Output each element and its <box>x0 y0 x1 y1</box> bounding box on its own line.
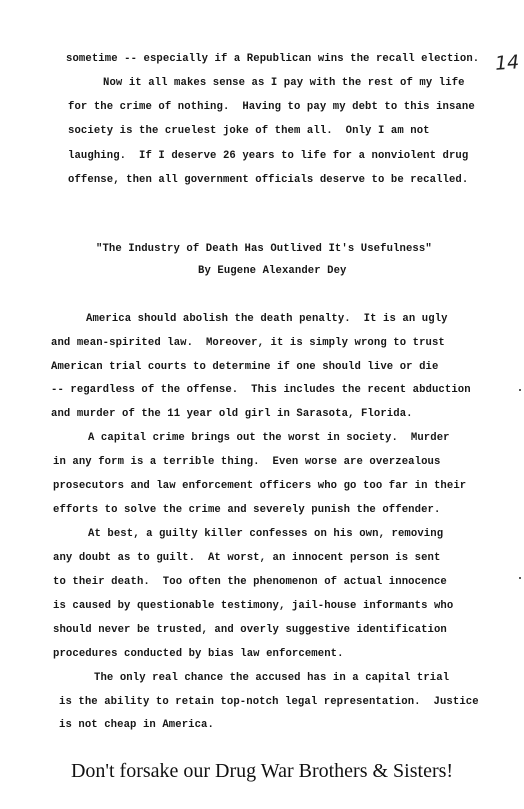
stray-mark <box>519 577 521 579</box>
text-line: any doubt as to guilt. At worst, an innocent person is sent <box>53 552 441 564</box>
text-line: laughing. If I deserve 26 years to life for a nonviolent drug <box>68 150 469 162</box>
article-byline: By Eugene Alexander Dey <box>198 265 347 277</box>
text-line: -- regardless of the offense. This includes the recent abduction <box>51 384 471 396</box>
text-line: American trial courts to determine if one should live or die <box>51 361 439 373</box>
text-line: efforts to solve the crime and severely punish the offender. <box>53 504 441 516</box>
text-line: for the crime of nothing. Having to pay my debt to this insane <box>68 101 475 113</box>
text-line: is the ability to retain top-notch legal representation. Justice <box>59 696 479 708</box>
text-line: to their death. Too often the phenomenon of actual innocence <box>53 576 447 588</box>
text-line: offense, then all government officials deserve to be recalled. <box>68 174 469 186</box>
footer-slogan: Don't forsake our Drug War Brothers & Sisters! <box>70 760 454 782</box>
text-line: society is the cruelest joke of them all. Only I am not <box>68 125 430 137</box>
text-line: should never be trusted, and overly suggestive identification <box>53 624 447 636</box>
text-line: America should abolish the death penalty. It is an ugly <box>86 313 448 325</box>
stray-mark <box>519 389 521 391</box>
text-line: is not cheap in America. <box>59 719 214 731</box>
text-line: and murder of the 11 year old girl in Sarasota, Florida. <box>51 408 413 420</box>
text-line: prosecutors and law enforcement officers who go too far in their <box>53 480 467 492</box>
article-title: "The Industry of Death Has Outlived It's Usefulness" <box>96 243 432 255</box>
text-line: Now it all makes sense as I pay with the rest of my life <box>103 77 465 89</box>
text-line: The only real chance the accused has in a capital trial <box>94 672 450 684</box>
text-line: A capital crime brings out the worst in society. Murder <box>88 432 450 444</box>
text-line: is caused by questionable testimony, jail-house informants who <box>53 600 454 612</box>
text-line: At best, a guilty killer confesses on his own, removing <box>88 528 444 540</box>
text-line: in any form is a terrible thing. Even worse are overzealous <box>53 456 441 468</box>
text-line: procedures conducted by bias law enforcement. <box>53 648 344 660</box>
text-line: sometime -- especially if a Republican wins the recall election. <box>66 53 480 65</box>
text-line: and mean-spirited law. Moreover, it is simply wrong to trust <box>51 337 445 349</box>
handwritten-page-number: 14 <box>494 51 520 75</box>
